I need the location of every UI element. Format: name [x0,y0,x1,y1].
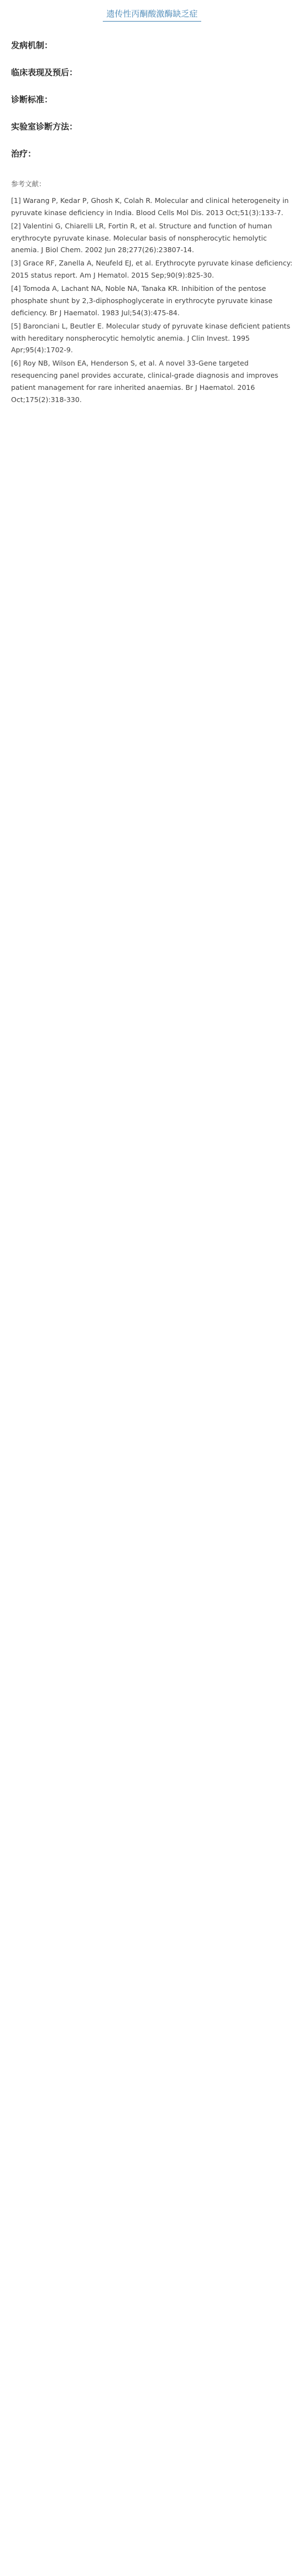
page-title: 遗传性丙酮酸激酶缺乏症 [103,8,201,22]
references-heading: 参考文献： [11,180,46,188]
references-list [11,195,293,406]
reference-item: [2] Valentini G, Chiarelli LR, Fortin R, et al. Structure and function of human erythrocyte pyruvate kinase. Molecular basis of nonspherocytic hemolytic anemia. J Biol Chem. 2002 Jun 28;277(26):23807-14. [11,221,272,254]
references-section [6,178,298,406]
sections-container [0,39,304,163]
section-lab-methods [6,121,298,135]
section-treatment [6,148,298,163]
reference-item: [3] Grace RF, Zanella A, Neufeld EJ, et al. Erythrocyte pyruvate kinase deficiency: 2015 status report. Am J Hematol. 2015 Sep;90(9):825-30. [11,259,293,280]
reference-item: [1] Warang P, Kedar P, Ghosh K, Colah R. Molecular and clinical heterogeneity in pyruvate kinase deficiency in India. Blood Cells Mol Dis. 2013 Oct;51(3):133-7. [11,196,289,217]
section-diagnosis-criteria [6,93,298,108]
reference-item: [6] Roy NB, Wilson EA, Henderson S, et al. A novel 33-Gene targeted resequencing panel provides accurate, clinical-grade diagnosis and improves patient management for rare inherited anaemias. Br J Haematol. 2016 Oct;175(2):318-330. [11,359,279,404]
section-heading: 治疗： [11,149,36,159]
section-heading: 临床表现及预后： [11,67,78,77]
section-mechanism [6,39,298,54]
reference-item: [5] Baronciani L, Beutler E. Molecular study of pyruvate kinase deficient patients with hereditary nonspherocytic hemolytic anemia. J Clin Invest. 1995 Apr;95(4):1702-9. [11,321,290,354]
article-page [0,0,304,424]
title-bar [8,0,296,27]
section-heading: 实验室诊断方法： [11,122,78,132]
reference-item: [4] Tomoda A, Lachant NA, Noble NA, Tanaka KR. Inhibition of the pentose phosphate shunt by 2,3-diphosphoglycerate in erythrocyte pyruvate kinase deficiency. Br J Haematol. 1983 Jul;54(3):475-84. [11,284,272,317]
section-heading: 诊断标准： [11,95,53,105]
section-clinical [6,66,298,81]
section-heading: 发病机制： [11,40,53,50]
